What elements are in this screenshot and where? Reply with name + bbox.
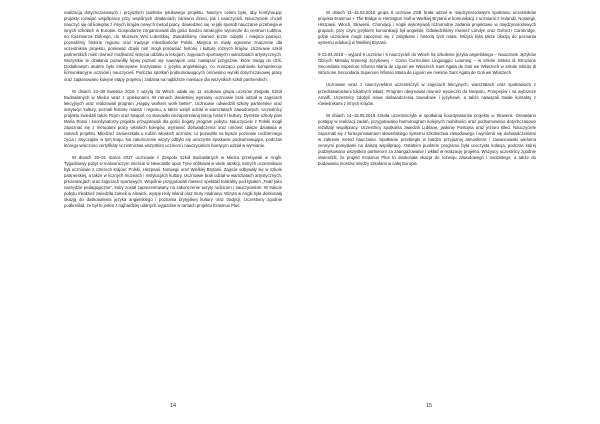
left-page-number: 14: [170, 403, 177, 409]
right-page-number: 15: [426, 403, 433, 409]
left-paragraph-2: W dniach 23–30 kwietnia 2016 z wizytą do Włoch udała się 11 osobowa grupa uczniów Zespołu Szkół Budowlanych w Mielcu wraz z opiekunami. W ramach dwuletniej wymiany uczniowie brali udział w zajęciach lekcyjnych oraz realizowali program „Happy workers work better”. Uczniowie odwiedzili szkoły partnerskie oraz instytucje kultury, poznali historię miasta i regionu, a także wzięli udział w warsztatach zawodowych. Uczestnicy projektu zwiedzili także Rzym oraz Neapol, co stanowiło niezapomnianą lekcję historii i kultury. Dyrektor szkoły pani Maria Rossi i koordynatorzy projektu przygotowali dla gości bogaty program pobytu. Nauczyciele z Polski mogli zapoznać się z metodami pracy włoskich kolegów, wymienić doświadczenia oraz omówić dalsze działania w ramach projektu. Młodzież zamieszkała u rodzin włoskich uczniów, co pozwoliło na lepsze poznanie codziennego życia i zwyczajów w tym kraju. Na zakończenie wizyty odbyło się uroczyste spotkanie podsumowujące, podczas którego wręczono certyfikaty uczestnictwa wszystkim uczniom i nauczycielom biorącym udział w wymianie.: [64, 88, 282, 148]
right-text-column: [318, 10, 536, 173]
right-page: [300, 0, 600, 424]
right-paragraph-3: Uczniowie wraz z nauczycielami uczestniczyli w zajęciach lekcyjnych, warsztatach oraz spotkaniach z przedstawicielami lokalnych władz. Program obejmował również wycieczki do Neapolu, Pompejów i na wybrzeże Amalfi. Uczestnicy zdobyli nowe doświadczenia zawodowe i językowe, a także nawiązali trwałe kontakty z rówieśnikami z innych krajów.: [318, 82, 536, 106]
left-paragraph-1: realizacją dotychczasowych i przyszłych punktów tytułowego projektu. Naszym celem było, aby kontynuując projekty rozwijać współpracę przy wspólnych działaniach zarówno dzieci, jak i nauczycieli. Nauczyciele chcieli nauczyć się od kolegów z innych krajów nowych metod pracy, dowiedzieć się, w jaki sposób nauczanie przebiega w innych szkołach w Europie. Gospodarze zorganizowali dla gości bardzo atrakcyjne wycieczki do centrum Lublina, do Kazimierza Dolnego, do Muzeum Wsi Lubelskiej. Zwiedziliśmy również liczne zabytki i miejsca pamięci, poznaliśmy historię regionu oraz tradycje mieszkańców Polski. Miejsca te miały ogromne znaczenie dla uczestników projektu, ponieważ dzięki nim mogli porównać historię i kulturę różnych krajów. Uczniowie szkół partnerskich mieli również możliwość wzięcia udziału w lekcjach, zajęciach sportowych i warsztatach artystycznych. Wszystkie te działania pozwoliły lepiej poznać się nawzajem oraz nawiązać przyjaźnie, które trwają do dziś. Dodatkowym atutem było intensywne korzystanie z języka angielskiego, co znacząco podniosło kompetencje komunikacyjne uczniów i nauczycieli. Podczas spotkań podsumowujących omówiono wyniki dotychczasowej pracy oraz zaplanowano kolejne etapy projektu i zadania na najbliższe miesiące dla wszystkich szkół partnerskich.: [64, 10, 282, 82]
right-paragraph-1: W dniach 11–16.02.2018 grupa 6 uczniów ZSB brała udział w międzynarodowym spotkaniu uczestników projektu Erasmus + The Bridge w Hertington Hall w Wielkiej Brytanii w komunikacji z uczniami z Holandii, Norwegii, Hiszpanii, Włoch, Słowenii, Chorwacji i Anglii wykonywali różnorodne zadania projektowe w międzynarodowych grupach, przy czym językiem komunikacji był angielski. Odwiedziliśmy również Londyn oraz Oxford i Cambridge, gdzie uczniowie mogli zapoznać się z zabytkami i historią tych miast. Wizyta była także okazją do poznania systemu edukacji w Wielkiej Brytanii.: [318, 10, 536, 46]
left-paragraph-3: W dniach 26–31 marca 2017 uczniowie z Zespołu Szkół Budowlanych w Mielcu przebywali w Anglii. Tygodniowy pobyt w malowniczym mieście w Newcastle upon Tyne obfitował w wiele atrakcji, których uczestnikami byli uczniowie z czterech krajów: Polski, Hiszpanii, Norwegii oraz Wielkiej Brytanii. Zajęcia odbywały się w szkole partnerskiej, a także w licznych muzeach i instytucjach kultury. Uczniowie brali udział w warsztatach artystycznych, prezentacjach oraz zajęciach sportowych. Wspólnie przygotowali również spektakl teatralny pod tytułem „Teatr jako narzędzie pedagogiczne”, który został zaprezentowany na zakończenie wizyty rodzicom i nauczycielom. W trakcie pobytu młodzież zwiedziła zamek w Alnwick, wyspę Holy Island oraz mury Hadriana. Wizyta w Anglii była doskonałą okazją do doskonalenia języka angielskiego i poznania brytyjskiej kultury oraz tradycji. Uczestnicy zgodnie podkreślali, że był to jeden z najbardziej udanych wyjazdów w ramach projektu Erasmus Plus.: [64, 155, 282, 209]
right-paragraph-2: 9-13.04.2018 – wyjazd 6 uczniów i 5 nauczycieli do Włoch na szkolenie języka angielskiego – Nauczanie Języków Obcych Metodą Immersji Językowej – Corso Curriculare Linguaggio Learning – w szkole Istituto di Istruzione Secondaria Superiore Alfonso Maria de Liguori we Włoszech Sant Agata de Goti we Włoszech w szkole Istituto di Istruzione Secondaria Superiore Alfonso Maria de Liguori we mieście Sant Agata de Goti we Włoszech.: [318, 52, 536, 76]
left-text-column: [64, 10, 282, 215]
right-paragraph-4: W dniach 14–18.05.2018 szkoła uczestniczyła w spotkaniu koordynatorów projektu w Słowenii. Omawiano postępy w realizacji zadań, przygotowano harmonogram kolejnych mobilności oraz podsumowano dotychczasowe rezultaty współpracy. Uczestnicy spotkania zwiedzili Lublanę, jaskinię Postojna oraz jezioro Bled. Nauczyciele zapoznali się z funkcjonowaniem słoweńskiego systemu szkolnictwa zawodowego i wymienili się doświadczeniami w zakresie metod nauczania. Spotkanie przebiegło w bardzo przyjaznej atmosferze i zaowocowało wieloma cennymi pomysłami na dalszą współpracę. Ostatnim punktem programu była uroczysta kolacja, podczas której podziękowano wszystkim partnerom za zaangażowanie i wkład w realizację projektu. Wszyscy uczestnicy zgodnie stwierdzili, że projekt Erasmus Plus to doskonała okazja do rozwoju zawodowego i osobistego, a także do budowania mostów między szkołami w całej Europie.: [318, 112, 536, 167]
